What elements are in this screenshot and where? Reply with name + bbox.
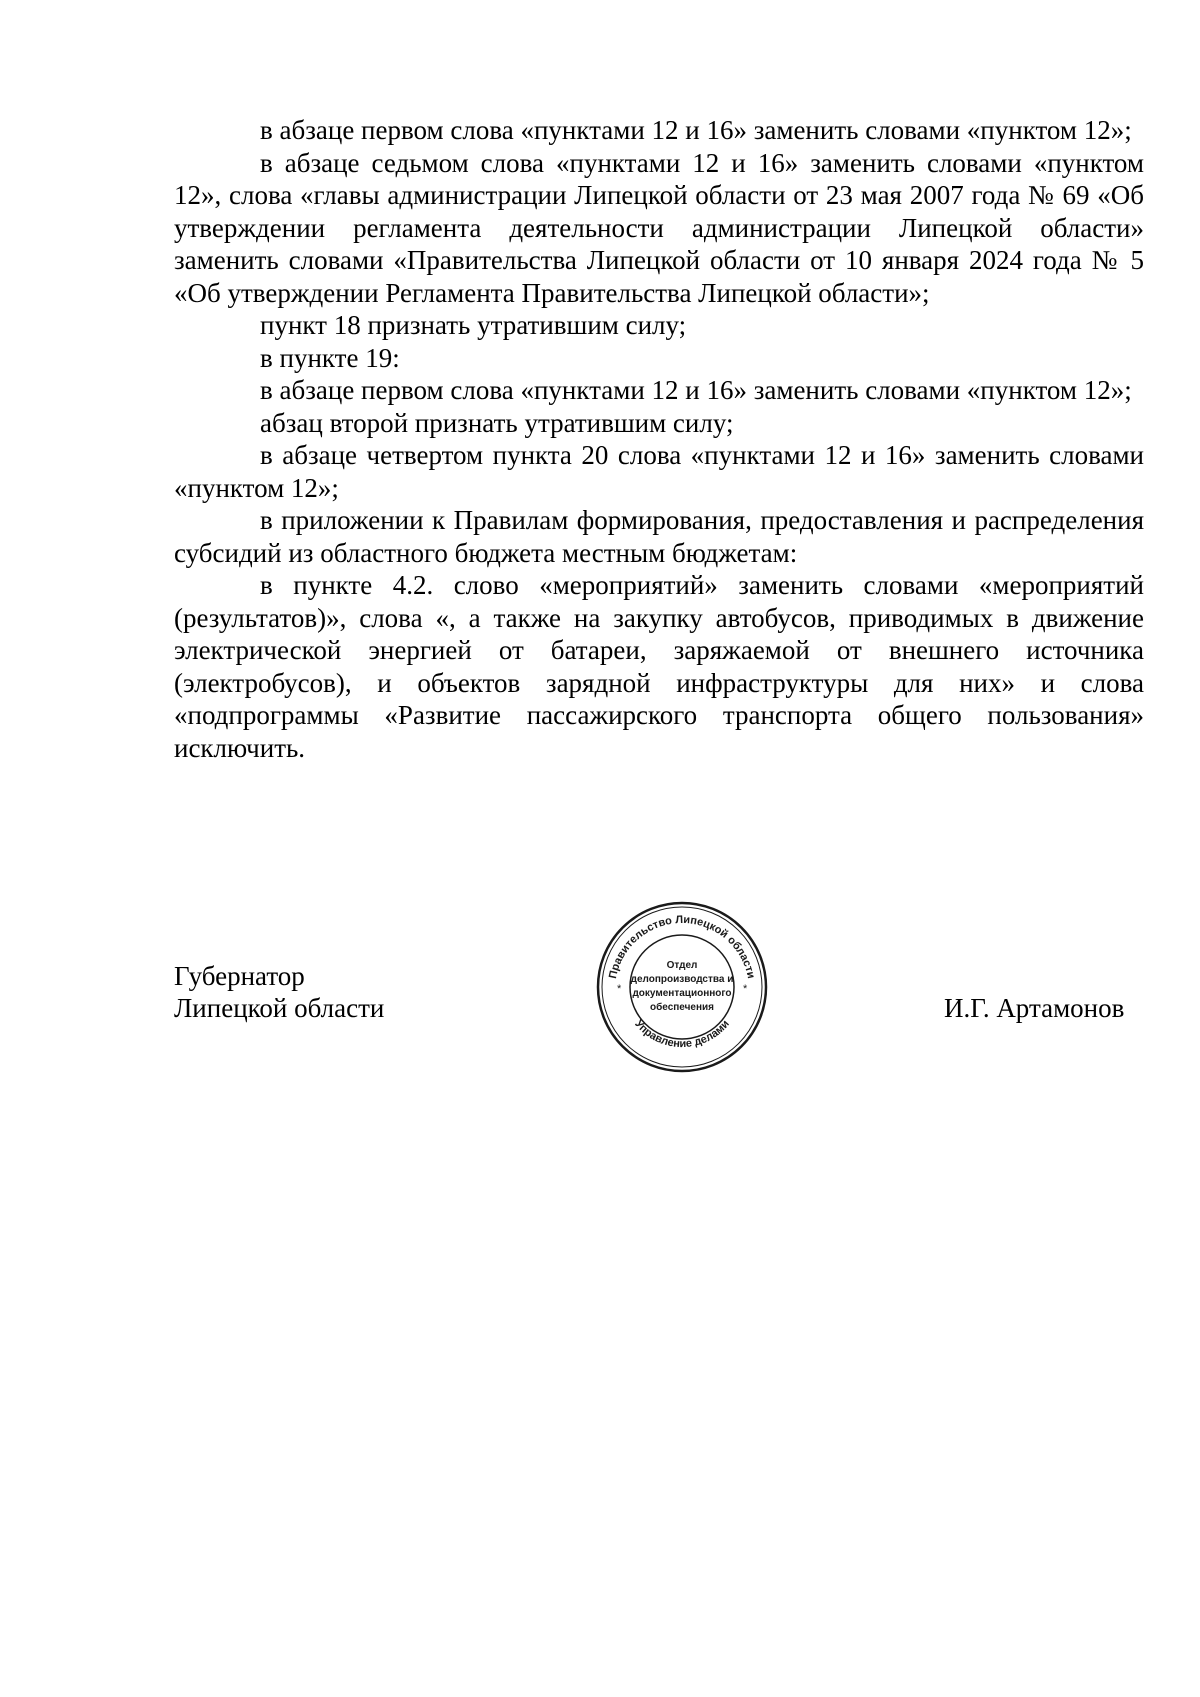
- signatory-title: [174, 960, 384, 1024]
- paragraph: в пункте 4.2. слово «мероприятий» заменить словами «мероприятий (результатов)», слова «, а также на закупку автобусов, приводимых в движение электрической энергией от батареи, заряжаемой от внешнего источника (электробусов), и объектов зарядной инфраструктуры для них» и слова «подпрограммы «Развитие пассажирского транспорта общего пользования» исключить.: [174, 570, 1144, 763]
- svg-text:*: *: [617, 983, 622, 995]
- document-body: [174, 114, 1144, 764]
- svg-text:*: *: [743, 983, 748, 995]
- paragraph: в абзаце седьмом слова «пунктами 12 и 16» заменить словами «пунктом 12», слова «главы администрации Липецкой области от 23 мая 2007 года № 69 «Об утверждении регламента деятельности администрации Липецкой области» заменить словами «Правительства Липецкой области от 10 января 2024 года № 5 «Об утверждении Регламента Правительства Липецкой области»;: [174, 147, 1144, 308]
- stamp-inner-line4: обеспечения: [649, 1002, 715, 1013]
- paragraph: в абзаце четвертом пункта 20 слова «пунктами 12 и 16» заменить словами «пунктом 12»;: [174, 440, 1144, 503]
- stamp-inner-line2: делопроизводства и: [630, 974, 734, 985]
- official-stamp: [595, 900, 769, 1074]
- paragraph: абзац второй признать утратившим силу;: [260, 407, 734, 438]
- paragraph: в приложении к Правилам формирования, предоставления и распределения субсидий из областного бюджета местным бюджетам:: [174, 505, 1144, 568]
- paragraph: в абзаце первом слова «пунктами 12 и 16» заменить словами «пунктом 12»;: [260, 375, 1132, 405]
- stamp-outer-bottom-text: Управление делами: [632, 1017, 732, 1051]
- signatory-title-line2: Липецкой области: [174, 993, 385, 1023]
- signatory-title-line1: Губернатор: [174, 961, 305, 991]
- paragraph: в абзаце первом слова «пунктами 12 и 16» заменить словами «пунктом 12»;: [260, 115, 1132, 145]
- stamp-inner-line1: Отдел: [666, 960, 698, 971]
- stamp-inner-line3: документационного: [632, 988, 732, 999]
- stamp-outer-top-text: Правительство Липецкой области: [607, 913, 757, 980]
- svg-text:Управление делами: [632, 1018, 732, 1050]
- paragraph: пункт 18 признать утратившим силу;: [260, 310, 687, 340]
- stamp-seal-icon: [595, 900, 769, 1074]
- signatory-name: И.Г. Артамонов: [944, 993, 1125, 1023]
- paragraph: в пункте 19:: [260, 342, 400, 373]
